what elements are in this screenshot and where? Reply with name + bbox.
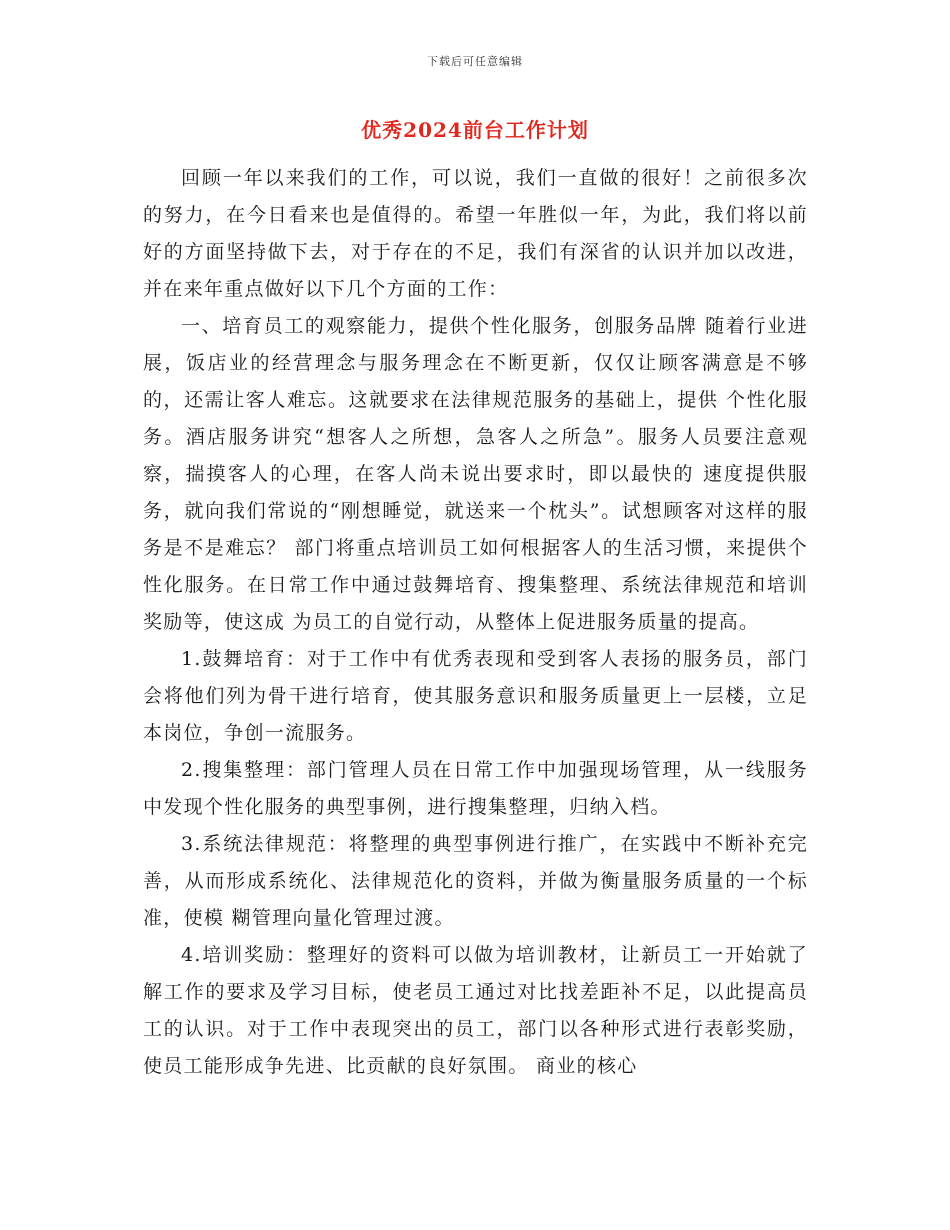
paragraph-item-3: 3.系统法律规范：将整理的典型事例进行推广，在实践中不断补充完善，从而形成系统化、法律规范化的资料，并做为衡量服务质量的一个标准，使模 糊管理向量化管理过渡。	[143, 833, 808, 929]
paragraph-item-1: 1.鼓舞培育：对于工作中有优秀表现和受到客人表扬的服务员，部门会将他们列为骨干进行培育，使其服务意识和服务质量更上一层楼，立足 本岗位，争创一流服务。	[143, 648, 808, 744]
paragraph-item-2: 2.搜集整理：部门管理人员在日常工作中加强现场管理，从一线服务中发现个性化服务的典型事例，进行搜集整理，归纳入档。	[143, 759, 808, 818]
document-body	[143, 160, 808, 1085]
paragraph-section-1: 一、培育员工的观察能力，提供个性化服务，创服务品牌 随着行业进展，饭店业的经营理念与服务理念在不断更新，仅仅让顾客满意是不够的，还需让客人难忘。这就要求在法律规范服务的基础上，提供 个性化服务。酒店服务讲究“想客人之所想，急客人之所急”。服务人员要注意观察，揣摸客人的心理，在客人尚未说出要求时，即以最快的 速度提供服务，就向我们常说的“刚想睡觉，就送来一个枕头”。试想顾客对这样的服务是不是难忘？ 部门将重点培训员工如何根据客人的生活习惯，来提供个性化服务。在日常工作中通过鼓舞培育、搜集整理、系统法律规范和培训奖励等，使这成 为员工的自觉行动，从整体上促进服务质量的提高。	[143, 315, 808, 633]
document-title: 优秀2024前台工作计划	[361, 118, 589, 142]
paragraph-item-4: 4.培训奖励：整理好的资料可以做为培训教材，让新员工一开始就了解工作的要求及学习目标，使老员工通过对比找差距补不足，以此提高员 工的认识。对于工作中表现突出的员工，部门以各种形式进行表彰奖励，使员工能形成争先进、比贡献的良好氛围。 商业的核心	[143, 944, 808, 1077]
header-note: 下载后可任意编辑	[427, 55, 523, 68]
paragraph-intro: 回顾一年以来我们的工作，可以说，我们一直做的很好！之前很多次的努力，在今日看来也是值得的。希望一年胜似一年，为此，我们将以前好的方面坚持做下去，对于存在的不足，我们有深省的认识并加以改进，并在来年重点做好以下几个方面的工作：	[143, 167, 808, 300]
